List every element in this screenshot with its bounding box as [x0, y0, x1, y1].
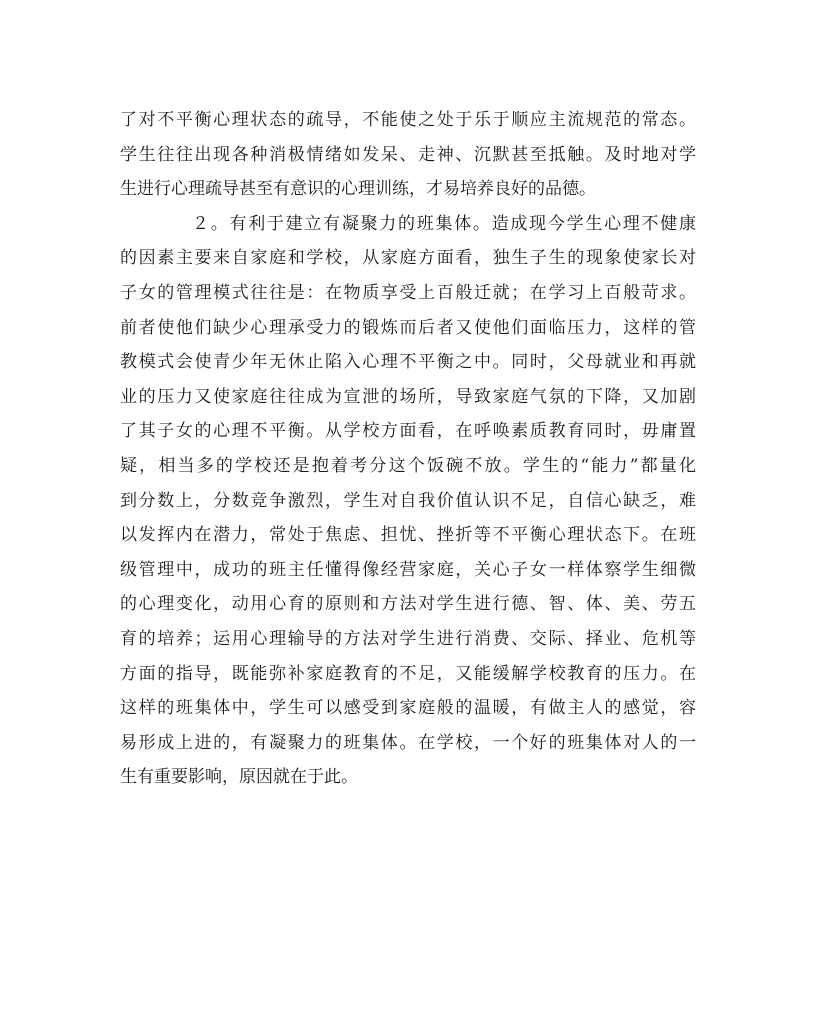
text-line: 了对不平衡心理状态的疏导，不能使之处于乐于顺应主流规范的常态。	[120, 110, 696, 130]
paragraph-2	[120, 207, 696, 795]
text-line: 的心理变化，动用心育的原则和方法对学生进行德、智、体、美、劳五	[120, 594, 696, 615]
text-line: 学生往往出现各种消极情绪如发呆、走神、沉默甚至抵触。及时地对学	[120, 144, 696, 165]
text-line: 业的压力又使家庭往往成为宣泄的场所，导致家庭气氛的下降，又加剧	[120, 386, 696, 407]
text-line: 这样的班集体中，学生可以感受到家庭般的温暖，有做主人的感觉，容	[120, 698, 696, 719]
paragraph-1	[120, 103, 696, 207]
text-line: 教模式会使青少年无休止陷入心理不平衡之中。同时，父母就业和再就	[120, 352, 696, 373]
text-line: 疑，相当多的学校还是抱着考分这个饭碗不放。学生的“能力”都量化	[120, 455, 696, 476]
text-line: ２。有利于建立有凝聚力的班集体。造成现今学生心理不健康	[192, 213, 696, 234]
document-body	[120, 103, 696, 795]
text-line: 子女的管理模式往往是：在物质享受上百般迁就；在学习上百般苛求。	[120, 282, 696, 303]
text-line: 育的培养；运用心理输导的方法对学生进行消费、交际、择业、危机等	[120, 628, 696, 649]
text-line: 级管理中，成功的班主任懂得像经营家庭，关心子女一样体察学生细微	[120, 559, 696, 580]
text-line: 生进行心理疏导甚至有意识的心理训练，才易培养良好的品德。	[120, 179, 596, 200]
text-line: 到分数上，分数竞争激烈，学生对自我价值认识不足，自信心缺乏，难	[120, 490, 696, 511]
text-line: 的因素主要来自家庭和学校，从家庭方面看，独生子生的现象使家长对	[120, 248, 696, 269]
text-line: 以发挥内在潜力，常处于焦虑、担忧、挫折等不平衡心理状态下。在班	[120, 525, 696, 546]
text-line: 前者使他们缺少心理承受力的锻炼而后者又使他们面临压力，这样的管	[120, 317, 696, 338]
text-line: 方面的指导，既能弥补家庭教育的不足，又能缓解学校教育的压力。在	[120, 663, 696, 684]
text-line: 了其子女的心理不平衡。从学校方面看，在呼唤素质教育同时，毋庸置	[120, 421, 696, 442]
text-line: 生有重要影响，原因就在于此。	[120, 767, 358, 788]
text-line: 易形成上进的，有凝聚力的班集体。在学校，一个好的班集体对人的一	[120, 732, 696, 753]
